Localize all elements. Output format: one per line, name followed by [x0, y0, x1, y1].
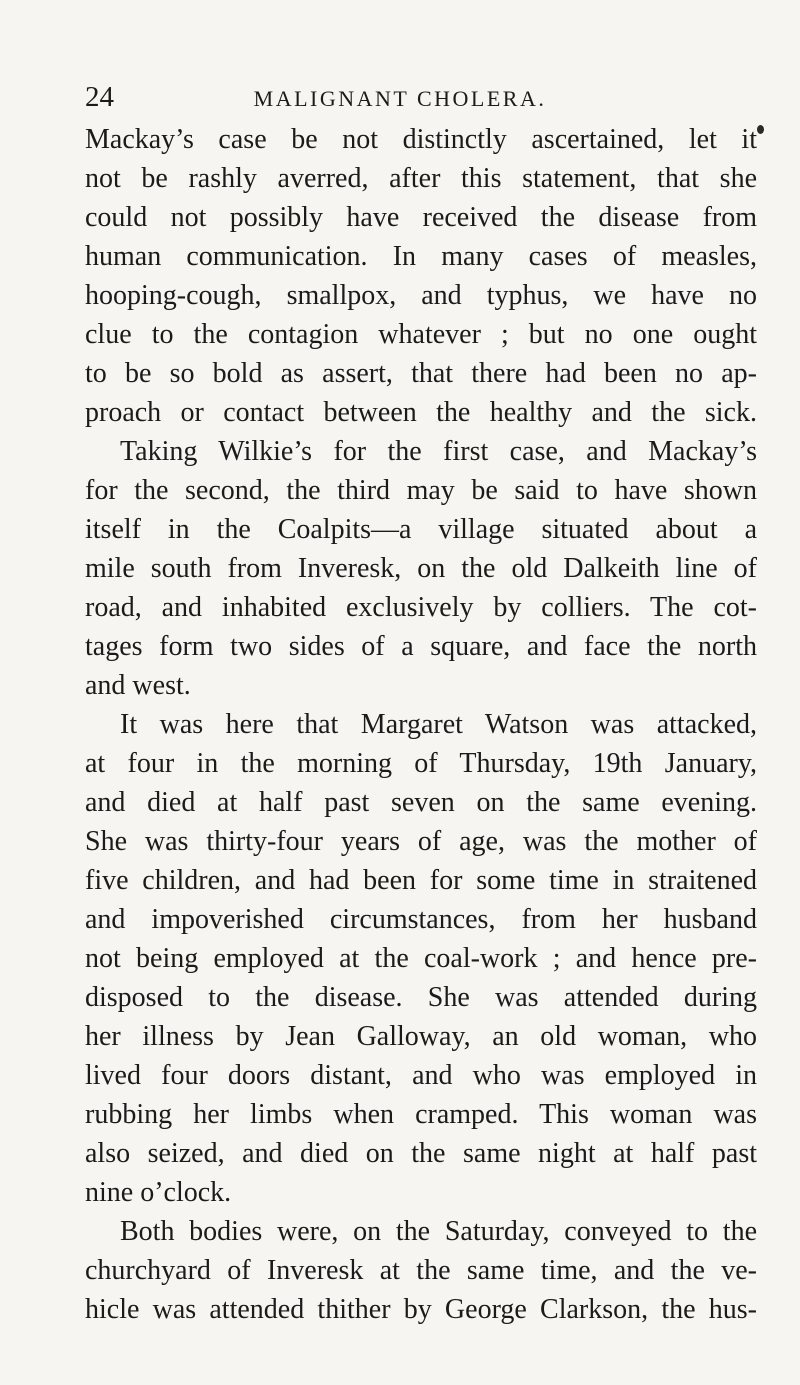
- text-line: five children, and had been for some time in straitened: [85, 865, 757, 896]
- text-line: could not possibly have received the disease from: [85, 202, 757, 233]
- text-line: disposed to the disease. She was attended during: [85, 982, 757, 1013]
- text-line: at four in the morning of Thursday, 19th January,: [85, 748, 757, 779]
- text-line: human communication. In many cases of measles,: [85, 241, 757, 272]
- text-line: clue to the contagion whatever ; but no one ought: [85, 319, 757, 350]
- paragraph-start-line: Taking Wilkie’s for the first case, and Mackay’s: [120, 436, 757, 467]
- text-line: road, and inhabited exclusively by colliers. The cot-: [85, 592, 757, 623]
- text-line: proach or contact between the healthy and the sick.: [85, 397, 757, 428]
- paragraph-end-line: nine o’clock.: [85, 1177, 232, 1208]
- text-line: churchyard of Inveresk at the same time, and the ve-: [85, 1255, 757, 1286]
- text-line: for the second, the third may be said to have shown: [85, 475, 757, 506]
- running-title: MALIGNANT CHOLERA.: [253, 86, 547, 111]
- text-line: hooping-cough, smallpox, and typhus, we have no: [85, 280, 757, 311]
- paragraph-start-line: It was here that Margaret Watson was attacked,: [120, 709, 757, 740]
- text-line: itself in the Coalpits—a village situated about a: [85, 514, 757, 545]
- text-line: She was thirty-four years of age, was the mother of: [85, 826, 757, 857]
- ink-mark: [757, 125, 764, 134]
- text-line: not being employed at the coal-work ; and hence pre-: [85, 943, 757, 974]
- paragraph-start-line: Both bodies were, on the Saturday, conveyed to the: [120, 1216, 757, 1247]
- page-header: [85, 80, 715, 120]
- text-line: her illness by Jean Galloway, an old woman, who: [85, 1021, 757, 1052]
- text-line: to be so bold as assert, that there had been no ap-: [85, 358, 757, 389]
- text-line: also seized, and died on the same night at half past: [85, 1138, 757, 1169]
- text-line: not be rashly averred, after this statement, that she: [85, 163, 757, 194]
- paragraph-end-line: and west.: [85, 670, 191, 701]
- text-line: and died at half past seven on the same evening.: [85, 787, 757, 818]
- text-line: hicle was attended thither by George Clarkson, the hus-: [85, 1294, 757, 1325]
- body-text: [85, 120, 757, 1329]
- text-line: Mackay’s case be not distinctly ascertained, let it: [85, 124, 757, 155]
- page-number: 24: [85, 81, 114, 113]
- text-line: and impoverished circumstances, from her husband: [85, 904, 757, 935]
- text-line: mile south from Inveresk, on the old Dalkeith line of: [85, 553, 757, 584]
- text-line: lived four doors distant, and who was employed in: [85, 1060, 757, 1091]
- text-line: tages form two sides of a square, and face the north: [85, 631, 757, 662]
- text-line: rubbing her limbs when cramped. This woman was: [85, 1099, 757, 1130]
